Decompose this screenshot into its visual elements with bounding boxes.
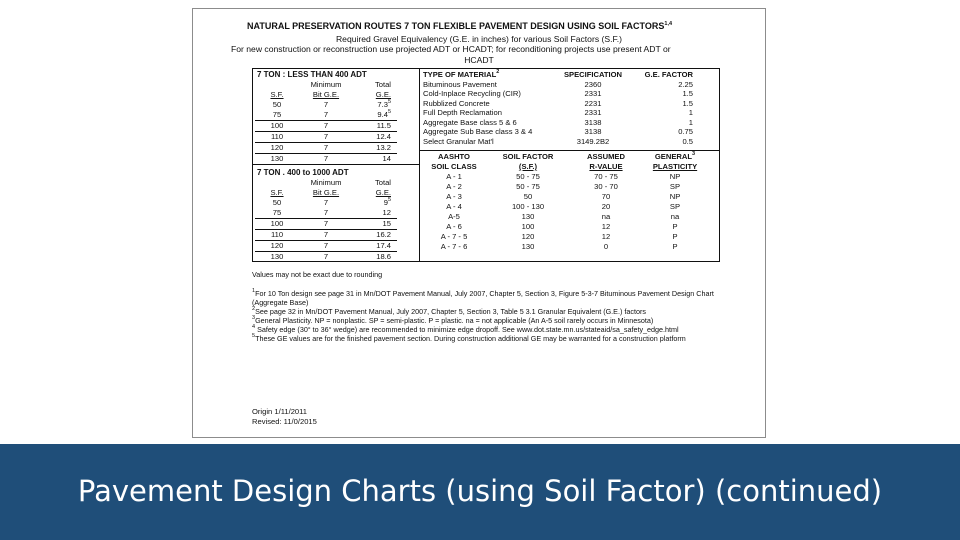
footnote-5: $^5$These GE values are for the finished pavement section. During construction additional GE may be warranted for a construction platform [252, 333, 686, 343]
table-row: A - 2 50 - 75 30 - 70 SP [446, 182, 681, 191]
table-row: 110 7 12.4 [255, 132, 397, 143]
footnote-2: $^2$See page 32 in Mn/DOT Pavement Manual, July 2007, Chapter 5, Section 3, Table 5 3.1 Granular Equivalent (G.E.) factors [252, 306, 646, 316]
table-row: 100 7 15 [255, 219, 397, 230]
origin-date: Origin 1/11/2011 [252, 407, 308, 416]
table-row: 50 7 $9^5$ [272, 197, 391, 207]
rounding-note: Values may not be exact due to rounding [252, 270, 383, 279]
table-row: A - 7 - 6 130 0 P [440, 242, 678, 251]
table-row: Full Depth Reclamation 2331 1 [423, 108, 693, 117]
document-instruction-cont: HCADT [464, 55, 494, 65]
document-dates [252, 407, 317, 426]
document-subtitle: Required Gravel Equivalency (G.E. in inches) for various Soil Factors (S.F.) [335, 34, 623, 44]
table-row: A - 3 50 70 NP [446, 192, 681, 201]
footnote-1: $^1$For 10 Ton design see page 31 in Mn/DOT Pavement Manual, July 2007, Chapter 5, Section 3, Figure 5-3-7 Bituminous Pavement Design Chart (Aggregate Base) [252, 288, 714, 307]
soil-class-table: AASHTO SOIL FACTOR ASSUMED GENERAL$^3$ SOIL CLASS (S.F.) R-VALUE PLASTICITY A - 1 50 - 75 70 - 75 NP A - 2 50 - 75 30 - 70 SP A - 3 50 70 NP A - 4 100 - 130 20 SP A-5 130 na na A - 6 100 12 P A - 7 - 5 120 12 P A - 7 - 6 130 0 P [421, 152, 707, 252]
footnote-3: $^3$General Plasticity. NP = nonplastic. SP = semi-plastic. P = plastic. na = not applicable (An A-5 soil rarely occurs in Minnesota) [252, 315, 654, 325]
slide-title: Pavement Design Charts (using Soil Factor) (continued) [77, 474, 883, 508]
document-title: NATURAL PRESERVATION ROUTES 7 TON FLEXIBLE PAVEMENT DESIGN USING SOIL FACTORS$^{1,4}$ [247, 21, 673, 31]
table-row: 130 7 18.6 [255, 252, 397, 263]
table-row: 130 7 14 [255, 154, 397, 165]
table-frame-top [252, 68, 720, 69]
table-row: Aggregate Base class 5 & 6 3138 1 [423, 117, 693, 127]
table-row: Rubblized Concrete 2231 1.5 [423, 98, 693, 108]
table-row: Aggregate Sub Base class 3 & 4 3138 0.75 [423, 127, 693, 136]
material-ge-table: TYPE OF MATERIAL$^2$ SPECIFICATION G.E. FACTOR Bituminous Pavement 2360 2.25 Cold-Inplace Recycling (CIR) 2331 1.5 Rubblized Concrete 2231 1.5 Full Depth Reclamation 2331 1 Aggregate Base class 5 & 6 3138 1 Aggregate Sub Base class 3 & 4 3138 0.75 Select Granular Mat'l 3149.2B2 0.5 [421, 70, 703, 146]
table-row: A - 4 100 - 130 20 SP [446, 202, 681, 211]
table-row: Bituminous Pavement 2360 2.25 [423, 79, 693, 89]
table-row: 50 7 $7.3^5$ [272, 99, 391, 109]
document-image [192, 8, 766, 438]
table-frame-mid-left [252, 164, 420, 165]
table-row: Select Granular Mat'l 3149.2B2 0.5 [423, 136, 693, 146]
table-row: 75 7 12 [272, 208, 391, 217]
table-row: 120 7 13.2 [255, 143, 397, 154]
adt-less-400-title: 7 TON : LESS THAN 400 ADT [257, 70, 367, 79]
document-instruction: For new construction or reconstruction use projected ADT or HCADT; for reconditioning projects use present ADT or [231, 44, 671, 54]
footnotes [252, 270, 732, 343]
table-row: 75 7 $9.4^5$ [272, 109, 391, 119]
table-frame-right [719, 68, 720, 261]
revised-date: Revised: 11/0/2015 [252, 416, 317, 426]
adt-400-1000-table: 7 TON . 400 to 1000 ADT Minimum Total S.F. Bit G.E. G.E. 50 7 $9^5$ 75 7 12 100 7 15 110 7 16.2 120 7 17.4 130 7 18.6 [255, 168, 397, 262]
table-row: A - 7 - 5 120 12 P [440, 232, 678, 241]
footnote-4: $^4$ Safety edge (30° to 36° wedge) are recommended to minimize edge dropoff. See www.dot.state.mn.us/stateaid/sa_safety_edge.html [252, 324, 679, 334]
table-frame-mid-right [419, 150, 719, 151]
table-row: A - 1 50 - 75 70 - 75 NP [446, 172, 681, 181]
table-row: 110 7 16.2 [255, 230, 397, 241]
table-row: 120 7 17.4 [255, 241, 397, 252]
table-row: 100 7 11.5 [255, 121, 397, 132]
table-row: A-5 130 na na [448, 212, 680, 221]
table-row: A - 6 100 12 P [446, 222, 678, 231]
adt-400-1000-title: 7 TON . 400 to 1000 ADT [257, 168, 349, 177]
table-row: Cold-Inplace Recycling (CIR) 2331 1.5 [423, 89, 693, 98]
adt-less-400-table: 7 TON : LESS THAN 400 ADT Minimum Total S.F. Bit G.E. G.E. 50 7 $7.3^5$ 75 7 $9.4^5$ 100 7 11.5 110 7 12.4 120 7 13.2 130 7 14 [255, 70, 397, 164]
